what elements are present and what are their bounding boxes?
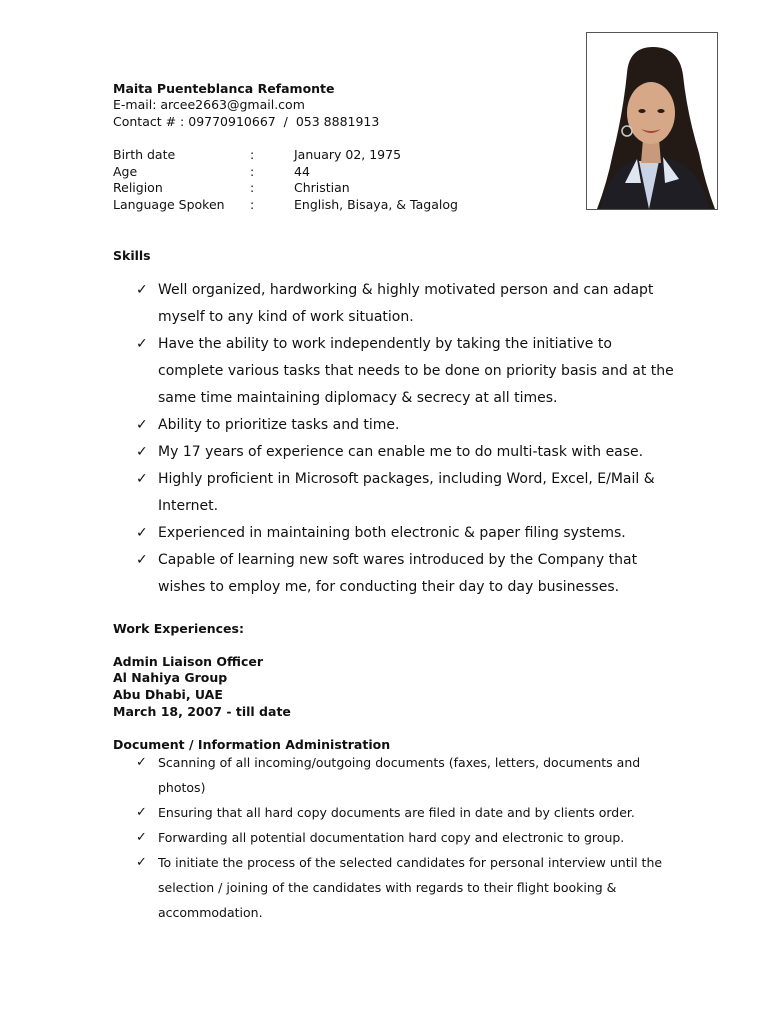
job-dates: March 18, 2007 - till date — [113, 704, 291, 719]
work-heading: Work Experiences: — [113, 621, 244, 636]
list-item — [136, 750, 666, 800]
check-icon: ✓ — [136, 830, 147, 845]
info-label: Birth date — [113, 147, 176, 162]
check-icon: ✓ — [136, 805, 147, 820]
skill-text: Experienced in maintaining both electronic & paper filing systems. — [158, 525, 626, 541]
info-value: English, Bisaya, & Tagalog — [294, 197, 458, 212]
profile-portrait-image — [587, 33, 717, 209]
email-line — [113, 97, 305, 114]
duties-list — [136, 750, 666, 925]
list-item — [136, 520, 676, 547]
info-value: 44 — [294, 164, 310, 179]
duty-text: To initiate the process of the selected candidates for personal interview until the selection / joining of the candidates with regards to their flight booking & accommodation. — [158, 855, 663, 920]
skill-text: My 17 years of experience can enable me to do multi-task with ease. — [158, 444, 644, 460]
info-colon: : — [250, 180, 255, 195]
skill-text: Well organized, hardworking & highly motivated person and can adapt myself to any kind of work situation. — [158, 282, 654, 325]
check-icon: ✓ — [136, 471, 148, 487]
contact-line: Contact # : 09770910667 / 053 8881913 — [113, 114, 380, 129]
info-label: Religion — [113, 180, 163, 195]
list-item — [136, 800, 666, 825]
list-item — [136, 439, 676, 466]
info-value: Christian — [294, 180, 350, 195]
email-label: E-mail: — [113, 97, 161, 112]
check-icon: ✓ — [136, 755, 147, 770]
list-item — [136, 547, 676, 601]
duty-heading: Document / Information Administration — [113, 737, 391, 752]
info-label: Language Spoken — [113, 197, 225, 212]
list-item — [136, 412, 676, 439]
skill-text: Capable of learning new soft wares introduced by the Company that wishes to employ me, for conducting their day to day businesses. — [158, 552, 638, 595]
check-icon: ✓ — [136, 282, 148, 298]
list-item — [136, 466, 676, 520]
duty-text: Forwarding all potential documentation hard copy and electronic to group. — [158, 830, 625, 845]
info-label: Age — [113, 164, 138, 179]
skill-text: Have the ability to work independently by taking the initiative to complete various tasks that needs to be done on priority basis and at the same time maintaining diplomacy & secrecy at all times. — [158, 336, 674, 406]
check-icon: ✓ — [136, 336, 148, 352]
list-item — [136, 277, 676, 331]
list-item — [136, 331, 676, 412]
info-colon: : — [250, 164, 255, 179]
job-position: Admin Liaison Officer — [113, 654, 264, 669]
email-address[interactable]: arcee2663@gmail.com — [160, 97, 305, 112]
check-icon: ✓ — [136, 417, 148, 433]
candidate-name: Maita Puenteblanca Refamonte — [113, 81, 335, 96]
skills-heading: Skills — [113, 248, 151, 263]
skills-list — [136, 277, 676, 601]
info-value: January 02, 1975 — [294, 147, 402, 162]
info-colon: : — [250, 147, 255, 162]
skill-text: Ability to prioritize tasks and time. — [158, 417, 400, 433]
list-item — [136, 825, 666, 850]
check-icon: ✓ — [136, 525, 148, 541]
check-icon: ✓ — [136, 855, 147, 870]
check-icon: ✓ — [136, 552, 148, 568]
check-icon: ✓ — [136, 444, 148, 460]
duty-text: Scanning of all incoming/outgoing documents (faxes, letters, documents and photos) — [158, 755, 641, 795]
profile-photo — [586, 32, 718, 210]
job-company: Al Nahiya Group — [113, 670, 228, 685]
job-location: Abu Dhabi, UAE — [113, 687, 223, 702]
duty-text: Ensuring that all hard copy documents are filed in date and by clients order. — [158, 805, 635, 820]
list-item — [136, 850, 666, 925]
skill-text: Highly proficient in Microsoft packages, including Word, Excel, E/Mail & Internet. — [158, 471, 655, 514]
info-colon: : — [250, 197, 255, 212]
